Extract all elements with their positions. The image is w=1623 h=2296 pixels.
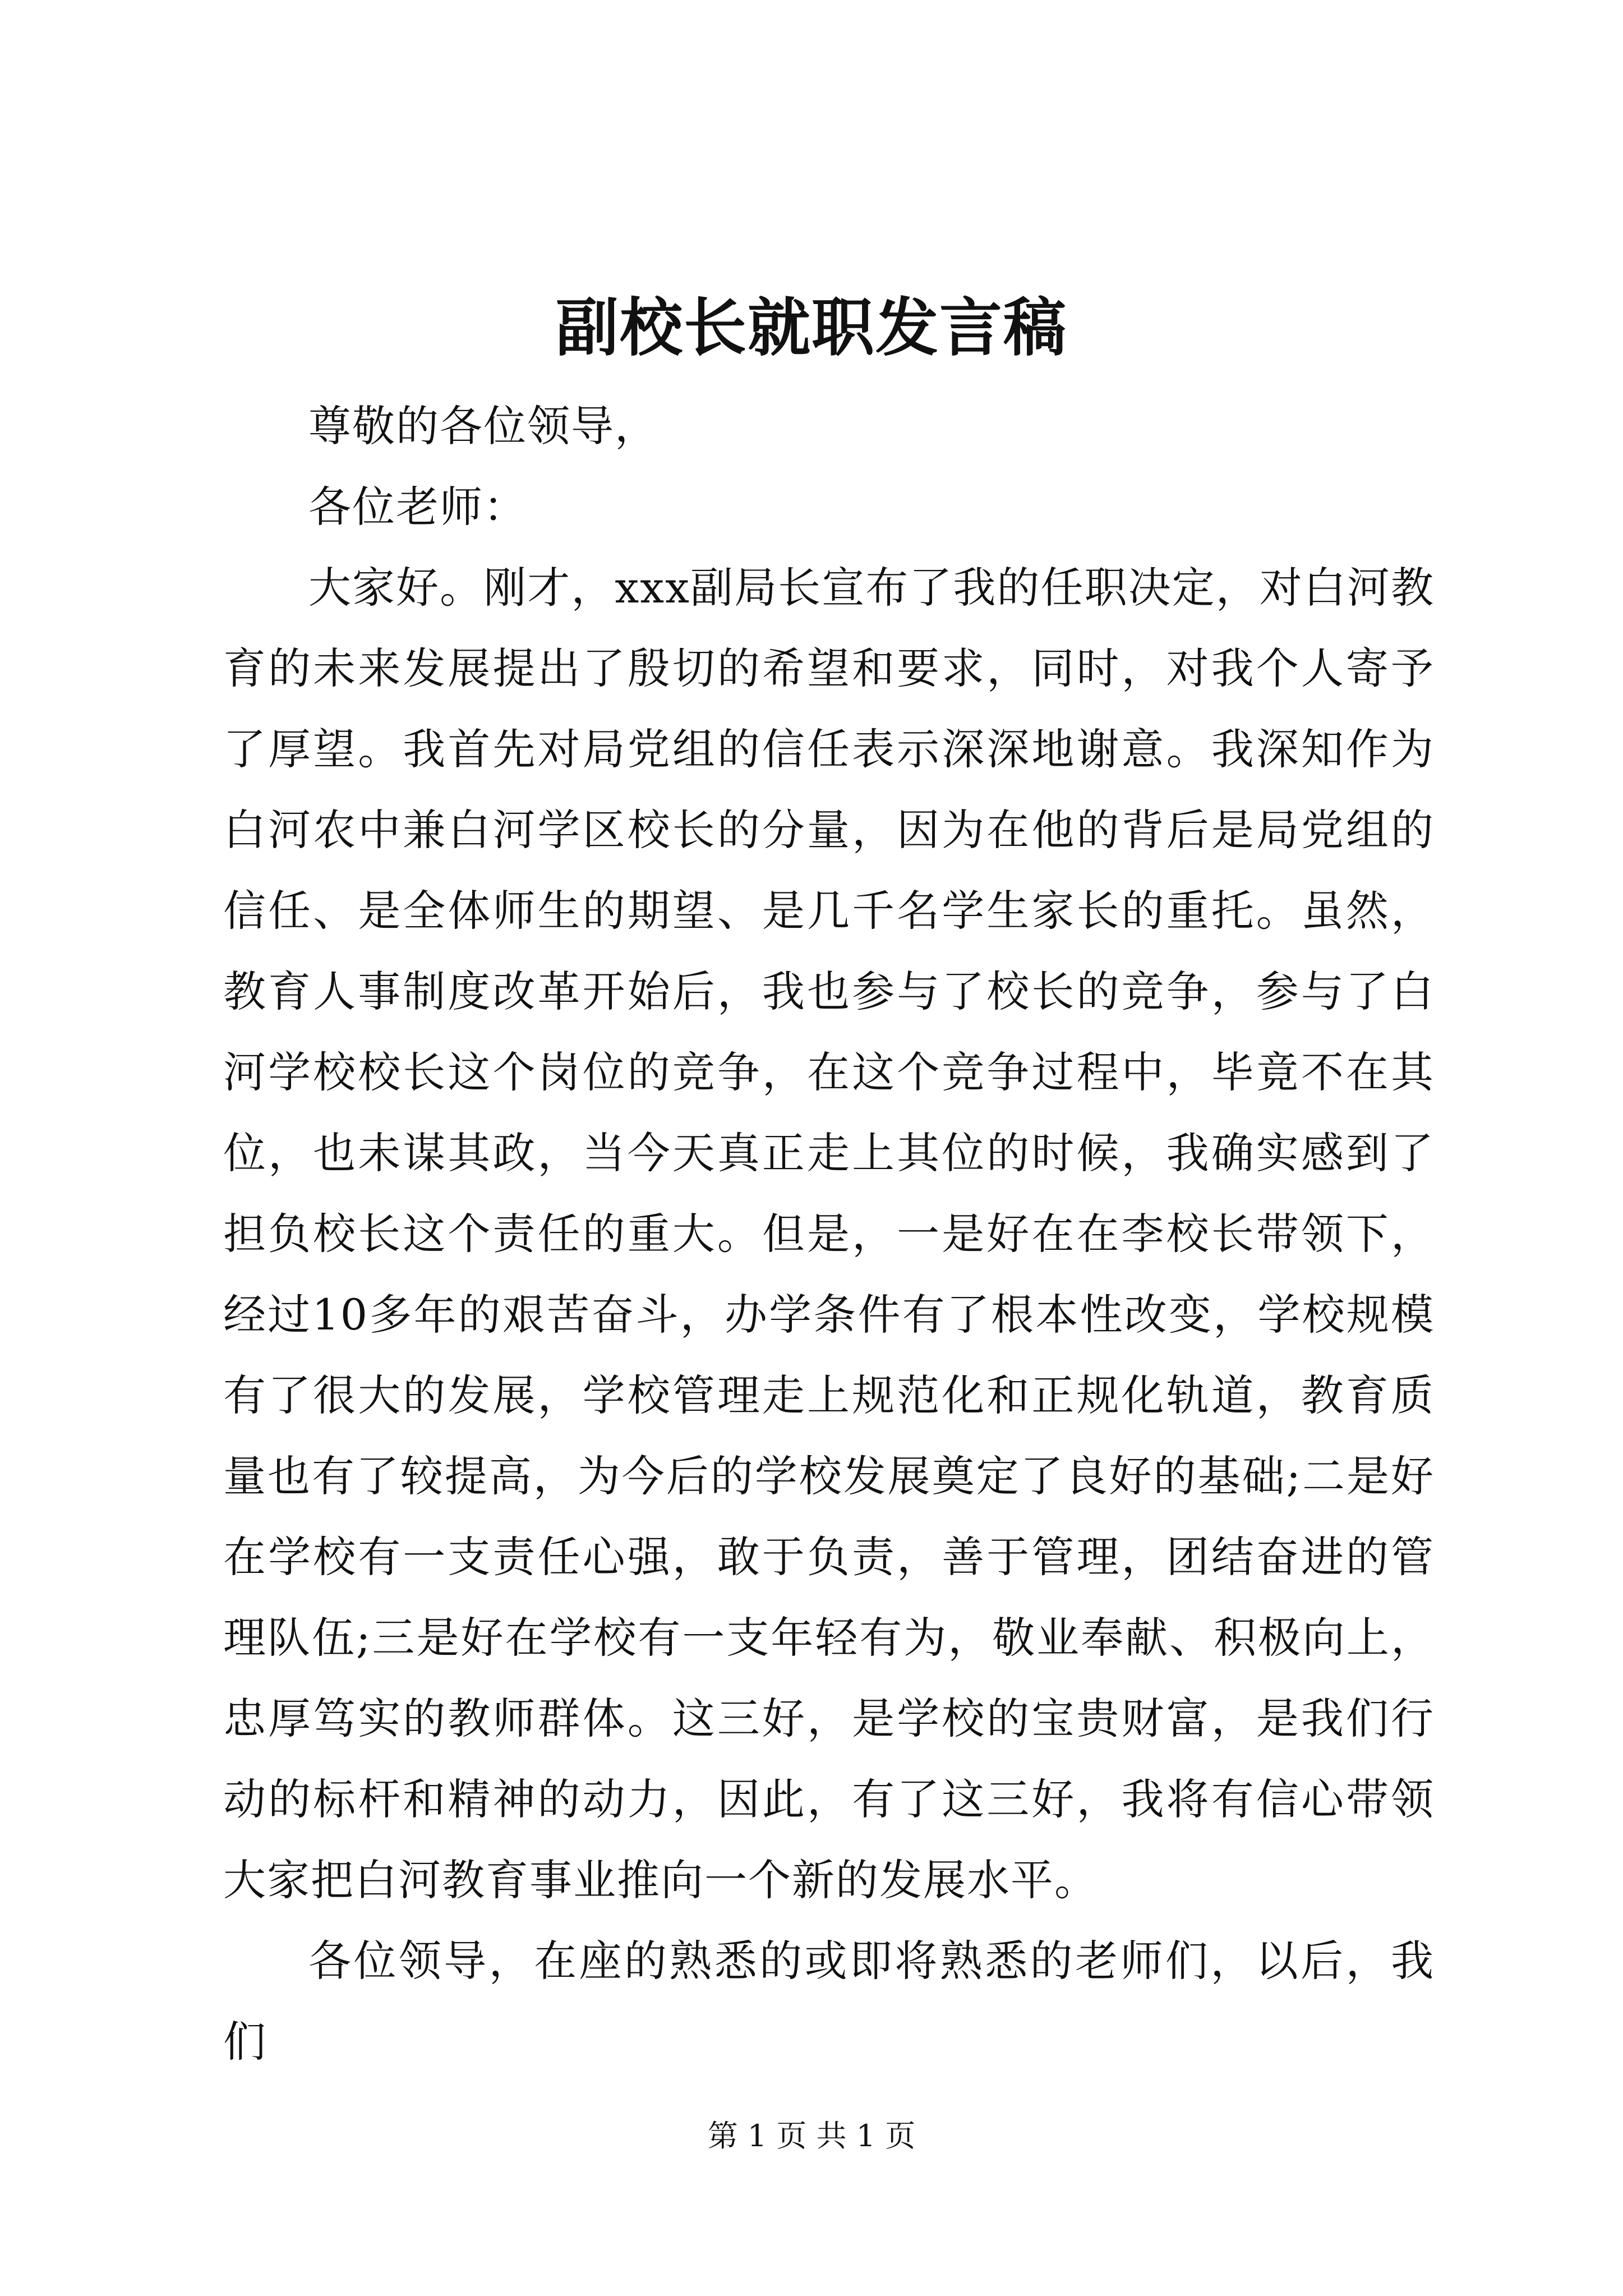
salutation-line-2: 各位老师：: [308, 482, 527, 532]
body-paragraph-main: 大家好。刚才，xxx副局长宣布了我的任职决定，对白河教育的未来发展提出了殷切的希望和要求，同时，对我个人寄予了厚望。我首先对局党组的信任表示深深地谢意。我深知作为白河农中兼白河学区校长的分量，因为在他的背后是局党组的信任、是全体师生的期望、是几千名学生家长的重托。虽然，教育人事制度改革开始后，我也参与了校长的竞争，参与了白河学校校长这个岗位的竞争，在这个竞争过程中，毕竟不在其位，也未谋其政，当今天真正走上其位的时候，我确实感到了担负校长这个责任的重大。但是，一是好在在李校长带领下，经过10多年的艰苦奋斗，办学条件有了根本性改变，学校规模有了很大的发展，学校管理走上规范化和正规化轨道，教育质量也有了较提高，为今后的学校发展奠定了良好的基础;二是好在学校有一支责任心强，敢于负责，善于管理，团结奋进的管理队伍;三是好在学校有一支年轻有为，敬业奉献、积极向上，忠厚笃实的教师群体。这三好，是学校的宝贵财富，是我们行动的标杆和精神的动力，因此，有了这三好，我将有信心带领大家把白河教育事业推向一个新的发展水平。: [223, 563, 1435, 1905]
document-title: 副校长就职发言稿: [556, 291, 1067, 365]
body-paragraph-continued: 各位领导，在座的熟悉的或即将熟悉的老师们，以后，我们: [223, 1936, 1435, 2067]
document-body: [223, 386, 1435, 2082]
page-number-footer: 第 1 页 共 1 页: [707, 2118, 916, 2154]
salutation-line-1: 尊敬的各位领导，: [308, 401, 658, 451]
